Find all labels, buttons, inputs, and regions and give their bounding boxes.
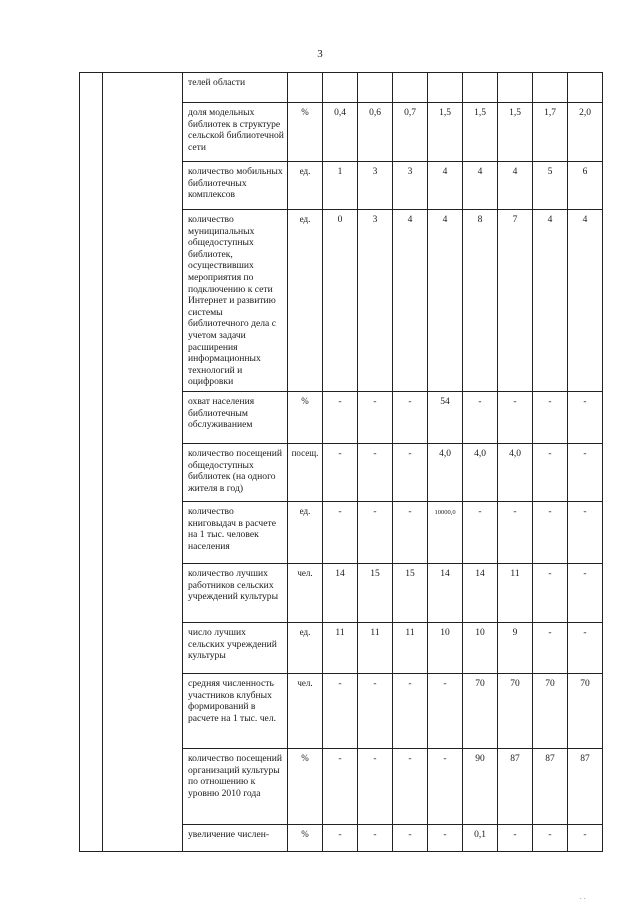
indicators-table — [79, 72, 603, 852]
indicator-value: - — [498, 824, 533, 851]
indicator-value: - — [393, 748, 428, 824]
indicator-name: средняя численность участников клубных формирований в расчете на 1 тыс. чел. — [183, 673, 288, 748]
indicator-name: количество мобильных библиотечных комплексов — [183, 162, 288, 210]
indicator-value: 4 — [428, 162, 463, 210]
indicator-value — [568, 73, 603, 103]
indicator-value: - — [323, 824, 358, 851]
indicator-value: - — [393, 391, 428, 443]
indicator-name: охват населения библиотечным обслуживанием — [183, 391, 288, 443]
indicator-value: - — [533, 391, 568, 443]
indicator-unit: % — [288, 103, 323, 162]
indicator-unit: % — [288, 824, 323, 851]
indicator-value: 4 — [568, 210, 603, 392]
indicator-value: 87 — [498, 748, 533, 824]
indicator-value: 11 — [358, 622, 393, 673]
indicator-value: - — [393, 501, 428, 563]
indicator-value: - — [428, 748, 463, 824]
indicator-unit: ед. — [288, 162, 323, 210]
indicator-value — [428, 73, 463, 103]
indicator-value: 4,0 — [463, 443, 498, 501]
indicator-value: - — [533, 443, 568, 501]
indicator-value: 11 — [323, 622, 358, 673]
indicator-name: количество посещений организаций культуры по отношению к уровню 2010 года — [183, 748, 288, 824]
indicator-value: 4 — [428, 210, 463, 392]
indicator-value: 11 — [393, 622, 428, 673]
indicator-value: 14 — [428, 563, 463, 622]
indicator-value — [358, 73, 393, 103]
indicator-value: 70 — [533, 673, 568, 748]
table-row — [80, 73, 603, 103]
indicator-value: - — [568, 563, 603, 622]
indicator-value: 1,5 — [463, 103, 498, 162]
indicator-value: - — [533, 622, 568, 673]
indicator-value: 90 — [463, 748, 498, 824]
indicator-value: - — [568, 391, 603, 443]
indicator-value: 14 — [463, 563, 498, 622]
empty-cell-b — [103, 73, 183, 852]
footer-mark: · · — [579, 895, 586, 903]
indicator-value: 87 — [568, 748, 603, 824]
indicator-value: - — [463, 501, 498, 563]
indicator-value: - — [358, 501, 393, 563]
indicator-value — [533, 73, 568, 103]
indicator-value: - — [358, 748, 393, 824]
indicator-name: число лучших сельских учреждений культуры — [183, 622, 288, 673]
indicator-value: 6 — [568, 162, 603, 210]
indicator-value: 54 — [428, 391, 463, 443]
indicator-value: 4,0 — [498, 443, 533, 501]
indicator-unit: ед. — [288, 622, 323, 673]
indicator-value: 1,5 — [428, 103, 463, 162]
indicator-value: - — [568, 622, 603, 673]
indicator-value: - — [428, 824, 463, 851]
indicator-value: 0,1 — [463, 824, 498, 851]
indicator-value: 14 — [323, 563, 358, 622]
indicator-value: - — [358, 443, 393, 501]
indicator-value: - — [358, 824, 393, 851]
indicator-value: 10 — [463, 622, 498, 673]
indicator-unit: посещ. — [288, 443, 323, 501]
indicator-value: 1 — [323, 162, 358, 210]
indicator-value: - — [568, 443, 603, 501]
indicator-value: - — [393, 443, 428, 501]
indicator-value: 3 — [358, 162, 393, 210]
indicator-value: 0 — [323, 210, 358, 392]
indicator-value — [323, 73, 358, 103]
indicator-value: - — [533, 501, 568, 563]
indicator-value: 4 — [393, 210, 428, 392]
indicator-value: - — [358, 391, 393, 443]
indicator-value: 11 — [498, 563, 533, 622]
indicator-unit: % — [288, 391, 323, 443]
indicator-name: увеличение числен- — [183, 824, 288, 851]
indicator-value: 0,7 — [393, 103, 428, 162]
indicator-unit: чел. — [288, 673, 323, 748]
indicator-name: телей области — [183, 73, 288, 103]
indicator-value: 0,6 — [358, 103, 393, 162]
empty-cell-a — [80, 73, 103, 852]
indicator-value: - — [323, 748, 358, 824]
indicator-value: 3 — [393, 162, 428, 210]
indicator-value: - — [393, 824, 428, 851]
indicator-value: - — [498, 391, 533, 443]
indicator-name: количество посещений общедоступных библиотек (на одного жителя в год) — [183, 443, 288, 501]
indicator-value: 15 — [358, 563, 393, 622]
indicator-value: 10 — [428, 622, 463, 673]
indicator-value: 70 — [498, 673, 533, 748]
indicator-value: - — [323, 443, 358, 501]
indicator-value: - — [533, 563, 568, 622]
indicator-value — [393, 73, 428, 103]
indicator-unit: чел. — [288, 563, 323, 622]
indicator-value: - — [323, 391, 358, 443]
indicator-value: 70 — [568, 673, 603, 748]
indicator-name: доля модельных библиотек в структуре сельской библиотечной сети — [183, 103, 288, 162]
indicator-unit: % — [288, 748, 323, 824]
indicator-value: - — [568, 824, 603, 851]
indicator-value: 5 — [533, 162, 568, 210]
indicator-value: 8 — [463, 210, 498, 392]
indicator-value: - — [428, 673, 463, 748]
indicator-unit: ед. — [288, 501, 323, 563]
indicator-value: 1,5 — [498, 103, 533, 162]
indicator-value: - — [463, 391, 498, 443]
indicator-value: - — [358, 673, 393, 748]
indicator-value: - — [393, 673, 428, 748]
indicator-name: количество муниципальных общедоступных библиотек, осуществивших мероприятия по подключению к сети Интернет и развитию системы библиотечного дела с учетом задачи расширения информационных технологий и оцифровки — [183, 210, 288, 392]
indicator-value: 0,4 — [323, 103, 358, 162]
indicator-value: 3 — [358, 210, 393, 392]
indicator-unit: ед. — [288, 210, 323, 392]
indicator-value: - — [533, 824, 568, 851]
indicator-value — [498, 73, 533, 103]
indicator-value: 4 — [533, 210, 568, 392]
indicator-value: - — [323, 501, 358, 563]
indicator-value: 4 — [498, 162, 533, 210]
indicator-value: 7 — [498, 210, 533, 392]
indicator-value: 2,0 — [568, 103, 603, 162]
indicator-name: количество лучших работников сельских учреждений культуры — [183, 563, 288, 622]
indicator-value — [463, 73, 498, 103]
indicator-value: - — [323, 673, 358, 748]
indicator-value: 4,0 — [428, 443, 463, 501]
indicator-value: 15 — [393, 563, 428, 622]
page-number: 3 — [317, 48, 323, 60]
indicator-value: 4 — [463, 162, 498, 210]
indicator-value: 9 — [498, 622, 533, 673]
indicator-unit — [288, 73, 323, 103]
indicator-value: - — [498, 501, 533, 563]
indicator-value: - — [568, 501, 603, 563]
indicator-value: 1,7 — [533, 103, 568, 162]
indicator-value: 70 — [463, 673, 498, 748]
indicator-name: количество книговыдач в расчете на 1 тыс. человек населения — [183, 501, 288, 563]
indicator-value: 87 — [533, 748, 568, 824]
indicator-value: 10000,0 — [428, 501, 463, 563]
